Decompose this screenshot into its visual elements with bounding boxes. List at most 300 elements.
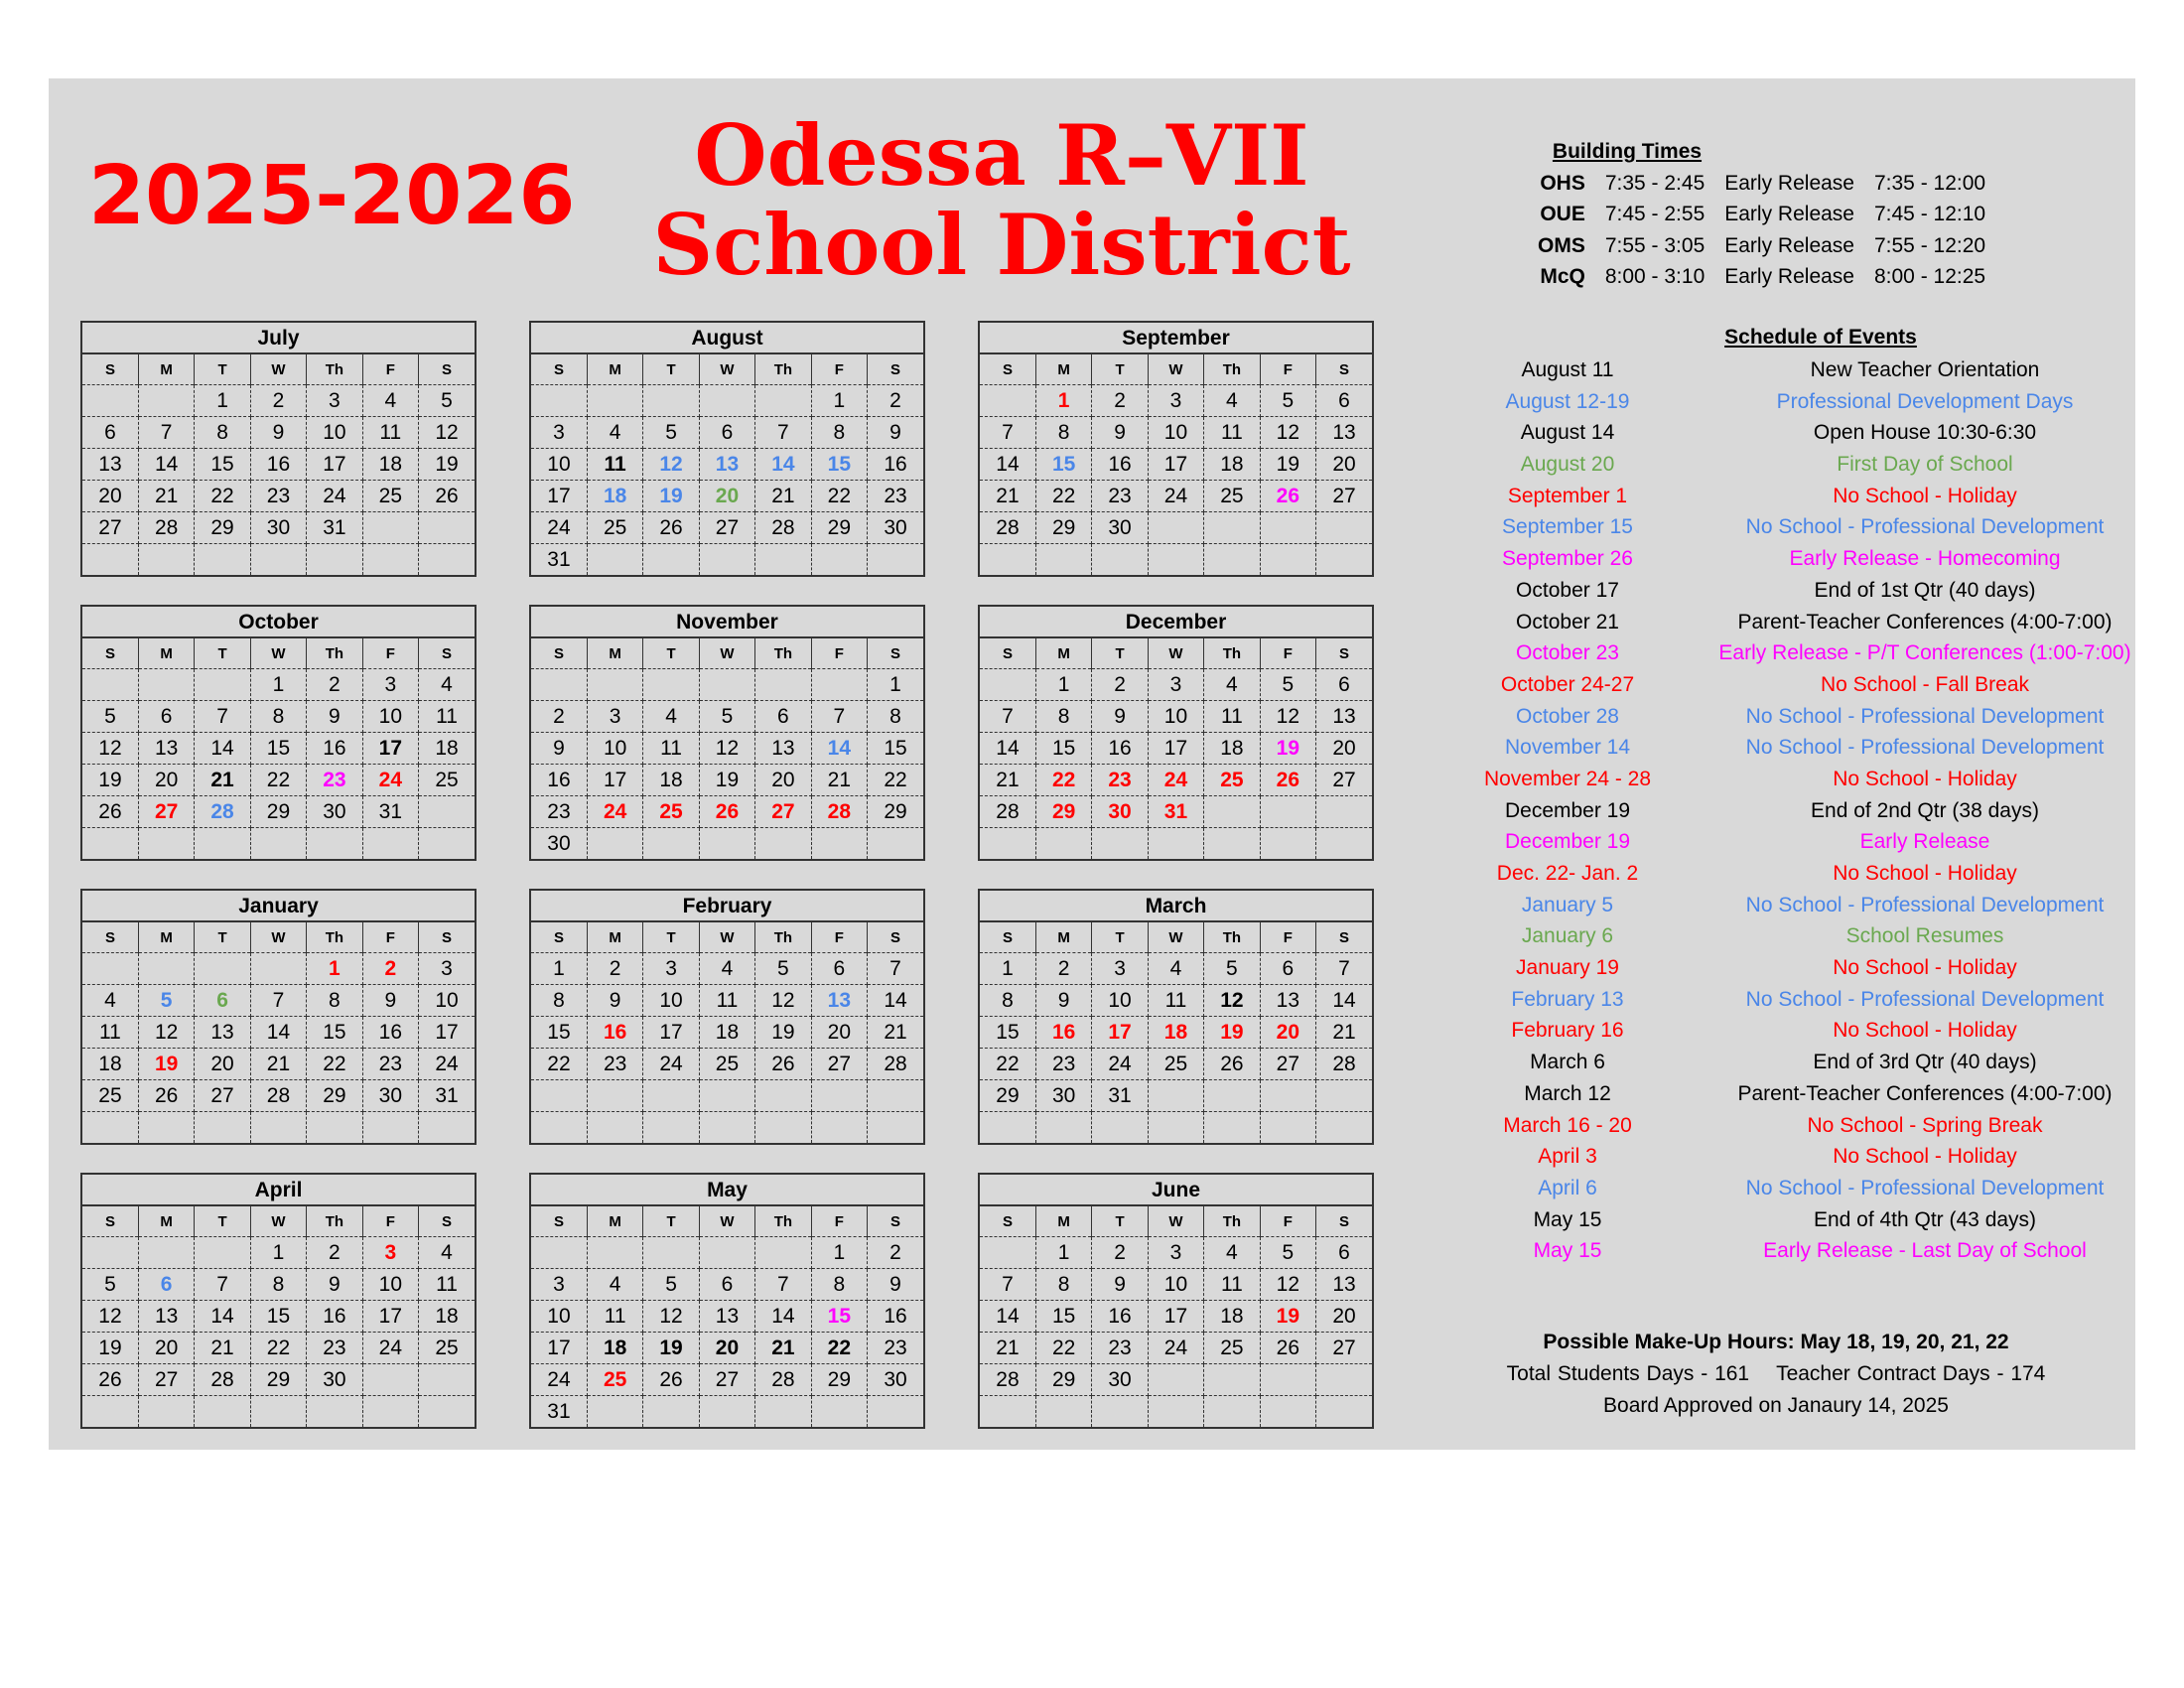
day-cell (755, 1396, 811, 1428)
week-row (82, 1080, 475, 1112)
day-cell: 12 (1260, 701, 1315, 733)
day-cell: 24 (362, 765, 418, 796)
weekday-header: S (1316, 638, 1372, 669)
day-cell: 18 (419, 733, 475, 765)
week-row (531, 417, 923, 449)
day-cell (755, 1080, 811, 1112)
day-cell: 26 (755, 1049, 811, 1080)
weekday-header: Th (1204, 922, 1260, 953)
day-cell: 21 (980, 481, 1035, 512)
day-cell: 23 (1092, 765, 1148, 796)
day-cell: 22 (531, 1049, 587, 1080)
day-cell: 6 (699, 417, 754, 449)
day-cell: 9 (1092, 417, 1148, 449)
day-cell: 20 (699, 1333, 754, 1364)
day-cell: 22 (250, 1333, 306, 1364)
day-cell: 20 (811, 1017, 867, 1049)
day-cell: 4 (419, 669, 475, 701)
day-cell: 9 (1092, 701, 1148, 733)
weekday-header: S (82, 1206, 138, 1237)
day-cell (1204, 1396, 1260, 1428)
week-row (82, 1396, 475, 1428)
day-cell: 11 (587, 1301, 642, 1333)
day-cell (643, 669, 699, 701)
day-cell: 4 (1204, 1237, 1260, 1269)
day-cell: 18 (82, 1049, 138, 1080)
day-cell: 28 (811, 796, 867, 828)
day-cell (419, 796, 475, 828)
event-row (1419, 826, 2133, 858)
week-row (980, 1396, 1372, 1428)
day-cell: 9 (307, 1269, 362, 1301)
day-cell (587, 1112, 642, 1144)
day-cell (1204, 544, 1260, 576)
event-date: August 11 (1521, 358, 1614, 381)
weekday-header: T (195, 354, 250, 385)
day-cell (587, 828, 642, 860)
event-description: Parent-Teacher Conferences (4:00-7:00) (1737, 610, 2113, 633)
day-cell: 23 (531, 796, 587, 828)
day-cell: 12 (138, 1017, 194, 1049)
day-cell: 8 (811, 417, 867, 449)
month-calendar (80, 605, 477, 861)
day-cell: 30 (307, 796, 362, 828)
day-cell: 24 (419, 1049, 475, 1080)
building-label: Early Release (1724, 171, 1854, 195)
day-cell: 7 (980, 1269, 1035, 1301)
day-cell: 21 (980, 765, 1035, 796)
day-cell: 21 (755, 1333, 811, 1364)
event-description: No School - Holiday (1833, 1019, 2017, 1043)
day-cell: 5 (419, 385, 475, 417)
day-cell: 27 (138, 796, 194, 828)
day-cell (868, 1080, 923, 1112)
day-cell: 3 (307, 385, 362, 417)
event-row (1419, 732, 2133, 764)
building-times-title: Building Times (1552, 140, 1703, 163)
day-cell: 15 (531, 1017, 587, 1049)
day-cell: 14 (980, 733, 1035, 765)
event-row (1419, 607, 2133, 638)
day-cell (811, 1080, 867, 1112)
day-cell: 11 (1204, 417, 1260, 449)
day-cell: 1 (868, 669, 923, 701)
day-cell (82, 828, 138, 860)
day-cell: 12 (82, 1301, 138, 1333)
event-date: May 15 (1533, 1239, 1602, 1263)
day-cell (980, 385, 1035, 417)
month-calendar (529, 889, 925, 1145)
day-cell (1148, 512, 1203, 544)
event-date: February 13 (1511, 987, 1624, 1011)
event-description: Professional Development Days (1776, 389, 2074, 413)
event-date: March 16 - 20 (1503, 1113, 1632, 1137)
day-cell (1316, 1112, 1372, 1144)
day-cell: 2 (531, 701, 587, 733)
day-cell: 8 (980, 985, 1035, 1017)
day-cell (699, 1237, 754, 1269)
day-cell: 26 (138, 1080, 194, 1112)
building-early: 8:00 - 12:25 (1873, 265, 1986, 289)
day-cell (699, 669, 754, 701)
day-cell: 31 (307, 512, 362, 544)
day-cell: 19 (138, 1049, 194, 1080)
day-cell: 23 (307, 1333, 362, 1364)
day-cell: 31 (1148, 796, 1203, 828)
day-cell: 22 (811, 481, 867, 512)
month-grid (82, 922, 475, 1143)
day-cell: 18 (419, 1301, 475, 1333)
day-cell (1260, 1112, 1315, 1144)
day-cell (362, 1112, 418, 1144)
day-cell: 12 (1204, 985, 1260, 1017)
day-cell: 15 (250, 733, 306, 765)
week-row (531, 1364, 923, 1396)
day-cell: 25 (1148, 1049, 1203, 1080)
week-row (980, 669, 1372, 701)
weekday-header: F (811, 922, 867, 953)
day-cell: 6 (82, 417, 138, 449)
day-cell: 21 (811, 765, 867, 796)
event-row (1419, 481, 2133, 512)
event-row (1419, 354, 2133, 386)
day-cell (419, 1396, 475, 1428)
building-school: OUE (1540, 203, 1585, 226)
makeup-hours: Possible Make-Up Hours: May 18, 19, 20, 21, 22 (1543, 1331, 2009, 1353)
day-cell (868, 828, 923, 860)
event-description: No School - Holiday (1833, 862, 2017, 885)
day-cell: 13 (195, 1017, 250, 1049)
week-row (980, 1333, 1372, 1364)
day-cell: 4 (699, 953, 754, 985)
week-row (531, 985, 923, 1017)
weekday-header: Th (755, 354, 811, 385)
day-cell: 30 (1035, 1080, 1091, 1112)
event-description: First Day of School (1837, 453, 2013, 477)
day-cell: 15 (1035, 449, 1091, 481)
district-name-line2: School District (652, 196, 1351, 294)
day-cell (531, 1112, 587, 1144)
day-cell: 20 (82, 481, 138, 512)
day-cell: 29 (250, 796, 306, 828)
event-date: October 24-27 (1500, 672, 1635, 696)
weekday-header: W (699, 354, 754, 385)
event-date: January 19 (1516, 956, 1619, 980)
building-hours: 7:35 - 2:45 (1604, 171, 1706, 195)
event-description: No School - Professional Development (1745, 893, 2105, 916)
day-cell (643, 544, 699, 576)
day-cell: 12 (1260, 1269, 1315, 1301)
day-cell (587, 1080, 642, 1112)
day-cell: 11 (1204, 1269, 1260, 1301)
day-cell: 20 (138, 765, 194, 796)
event-row (1419, 890, 2133, 921)
event-date: November 14 (1504, 736, 1631, 760)
week-row (980, 1112, 1372, 1144)
event-date: December 19 (1504, 798, 1631, 822)
day-cell (1260, 1080, 1315, 1112)
day-cell: 11 (362, 417, 418, 449)
week-row (531, 1396, 923, 1428)
day-cell (307, 828, 362, 860)
day-cell: 30 (531, 828, 587, 860)
day-cell (755, 669, 811, 701)
day-cell: 2 (1035, 953, 1091, 985)
day-cell: 23 (1092, 1333, 1148, 1364)
day-cell (1092, 544, 1148, 576)
event-date: January 5 (1521, 893, 1614, 916)
day-cell (419, 1364, 475, 1396)
event-date: Dec. 22- Jan. 2 (1496, 862, 1639, 885)
building-label: Early Release (1724, 203, 1854, 226)
week-row (980, 953, 1372, 985)
day-cell (643, 828, 699, 860)
day-cell (755, 544, 811, 576)
day-cell: 4 (1148, 953, 1203, 985)
day-cell: 1 (1035, 669, 1091, 701)
week-row (82, 481, 475, 512)
week-row (82, 669, 475, 701)
week-row (980, 1237, 1372, 1269)
month-calendar (529, 321, 925, 577)
event-description: No School - Holiday (1833, 956, 2017, 980)
day-cell: 14 (811, 733, 867, 765)
day-cell: 16 (868, 449, 923, 481)
day-cell: 10 (1148, 701, 1203, 733)
day-cell: 22 (1035, 481, 1091, 512)
event-description: New Teacher Orientation (1810, 358, 2040, 381)
event-row (1419, 1141, 2133, 1173)
event-date: February 16 (1511, 1019, 1624, 1043)
event-description: Open House 10:30-6:30 (1813, 421, 2037, 445)
weekday-header: S (531, 922, 587, 953)
day-cell (1092, 1112, 1148, 1144)
day-cell: 4 (587, 1269, 642, 1301)
week-row (531, 481, 923, 512)
building-school: OMS (1538, 233, 1585, 257)
week-row (82, 985, 475, 1017)
day-cell: 20 (1316, 449, 1372, 481)
event-date: October 21 (1516, 610, 1619, 633)
month-grid (980, 922, 1372, 1143)
day-cell (587, 544, 642, 576)
event-date: August 12-19 (1505, 389, 1630, 413)
event-date: September 26 (1502, 547, 1633, 571)
week-row (531, 828, 923, 860)
day-cell: 31 (531, 544, 587, 576)
day-cell: 25 (419, 1333, 475, 1364)
day-cell: 2 (587, 953, 642, 985)
day-cell (1260, 1364, 1315, 1396)
day-cell: 20 (1316, 1301, 1372, 1333)
event-row (1419, 952, 2133, 984)
day-cell: 10 (362, 1269, 418, 1301)
weekday-header: T (195, 922, 250, 953)
day-cell: 22 (1035, 765, 1091, 796)
week-row (980, 828, 1372, 860)
weekday-header: T (1092, 638, 1148, 669)
day-cell: 17 (531, 481, 587, 512)
day-cell: 10 (1148, 417, 1203, 449)
weekday-header: T (643, 1206, 699, 1237)
building-school: OHS (1540, 171, 1585, 195)
day-cell: 5 (1260, 1237, 1315, 1269)
day-cell: 12 (755, 985, 811, 1017)
weekday-header: Th (1204, 354, 1260, 385)
week-row (531, 449, 923, 481)
weekday-header: Th (307, 354, 362, 385)
week-row (980, 985, 1372, 1017)
day-cell (82, 953, 138, 985)
day-cell: 10 (587, 733, 642, 765)
day-cell: 7 (195, 1269, 250, 1301)
day-cell: 14 (195, 733, 250, 765)
week-row (82, 828, 475, 860)
day-cell (587, 1237, 642, 1269)
week-row (531, 1080, 923, 1112)
event-date: September 1 (1507, 484, 1628, 507)
day-cell: 13 (1316, 701, 1372, 733)
board-approval: Board Approved on Janaury 14, 2025 (1603, 1394, 1949, 1417)
weekday-header: S (1316, 354, 1372, 385)
day-cell: 1 (195, 385, 250, 417)
day-cell: 8 (1035, 417, 1091, 449)
event-description: End of 1st Qtr (40 days) (1814, 578, 2036, 602)
day-cell (868, 1396, 923, 1428)
day-cell: 16 (307, 733, 362, 765)
event-row (1419, 1015, 2133, 1047)
day-cell: 10 (531, 449, 587, 481)
day-cell: 18 (587, 481, 642, 512)
day-cell: 8 (250, 1269, 306, 1301)
week-row (980, 544, 1372, 576)
week-row (531, 544, 923, 576)
day-cell: 18 (1204, 733, 1260, 765)
day-cell: 16 (868, 1301, 923, 1333)
day-cell: 18 (1148, 1017, 1203, 1049)
day-cell: 28 (195, 1364, 250, 1396)
day-cell: 6 (1316, 669, 1372, 701)
day-cell: 9 (362, 985, 418, 1017)
weekday-header: Th (307, 922, 362, 953)
day-cell: 24 (362, 1333, 418, 1364)
month-name: May (531, 1175, 923, 1206)
week-row (82, 385, 475, 417)
district-name-line1: Odessa R–VII (694, 106, 1309, 205)
week-row (980, 1080, 1372, 1112)
day-cell: 1 (1035, 385, 1091, 417)
weekday-header: Th (755, 638, 811, 669)
day-cell (980, 1112, 1035, 1144)
month-grid (531, 1206, 923, 1427)
weekday-header: F (811, 354, 867, 385)
day-cell: 23 (307, 765, 362, 796)
day-cell (531, 1237, 587, 1269)
building-times-table (1528, 168, 1995, 293)
event-description: Early Release - Homecoming (1789, 547, 2061, 571)
weekday-header: M (1035, 354, 1091, 385)
day-cell: 24 (1148, 481, 1203, 512)
day-cell (980, 1237, 1035, 1269)
weekday-header: W (699, 638, 754, 669)
day-cell (250, 828, 306, 860)
month-calendar (978, 889, 1374, 1145)
day-cell (250, 544, 306, 576)
day-cell: 22 (980, 1049, 1035, 1080)
day-cell: 15 (1035, 1301, 1091, 1333)
day-cell (755, 828, 811, 860)
day-cell: 6 (1316, 1237, 1372, 1269)
day-cell: 26 (699, 796, 754, 828)
event-description: No School - Professional Development (1745, 1176, 2105, 1199)
day-cell (1316, 1396, 1372, 1428)
week-row (980, 1301, 1372, 1333)
day-cell: 9 (587, 985, 642, 1017)
event-date: December 19 (1504, 830, 1631, 854)
day-cell: 22 (1035, 1333, 1091, 1364)
day-cell: 27 (811, 1049, 867, 1080)
week-row (980, 733, 1372, 765)
day-cell: 18 (362, 449, 418, 481)
weekday-header: S (82, 354, 138, 385)
event-row (1419, 637, 2133, 669)
day-cell: 28 (980, 796, 1035, 828)
weekday-header: W (699, 1206, 754, 1237)
day-cell (699, 1396, 754, 1428)
event-date: January 6 (1521, 924, 1614, 948)
day-cell (195, 1112, 250, 1144)
day-cell: 10 (419, 985, 475, 1017)
day-cell: 29 (811, 512, 867, 544)
event-description: Parent-Teacher Conferences (4:00-7:00) (1737, 1081, 2113, 1105)
day-cell: 16 (362, 1017, 418, 1049)
day-cell: 18 (1204, 1301, 1260, 1333)
day-cell (755, 1112, 811, 1144)
event-description: End of 4th Qtr (43 days) (1813, 1207, 2037, 1231)
day-cell (1316, 512, 1372, 544)
day-cell (980, 544, 1035, 576)
day-cell: 5 (1260, 385, 1315, 417)
day-cell: 16 (307, 1301, 362, 1333)
month-grid (531, 922, 923, 1143)
day-cell (250, 1112, 306, 1144)
day-cell: 28 (755, 512, 811, 544)
day-cell: 3 (1148, 1237, 1203, 1269)
event-date: March 6 (1530, 1051, 1605, 1074)
event-date: August 14 (1520, 421, 1615, 445)
week-row (531, 701, 923, 733)
day-cell: 20 (755, 765, 811, 796)
week-row (980, 1017, 1372, 1049)
day-cell: 6 (138, 701, 194, 733)
day-cell: 12 (643, 449, 699, 481)
day-cell: 19 (1260, 449, 1315, 481)
month-grid (82, 1206, 475, 1427)
day-cell: 17 (362, 1301, 418, 1333)
day-cell: 5 (138, 985, 194, 1017)
day-cell: 7 (980, 701, 1035, 733)
day-cell: 21 (250, 1049, 306, 1080)
day-cell: 17 (307, 449, 362, 481)
day-cell: 4 (82, 985, 138, 1017)
day-cell: 3 (1148, 669, 1203, 701)
month-grid (531, 354, 923, 575)
month-name: February (531, 891, 923, 922)
weekday-header: F (1260, 1206, 1315, 1237)
day-cell: 8 (250, 701, 306, 733)
weekday-header: S (419, 638, 475, 669)
day-cell: 29 (868, 796, 923, 828)
